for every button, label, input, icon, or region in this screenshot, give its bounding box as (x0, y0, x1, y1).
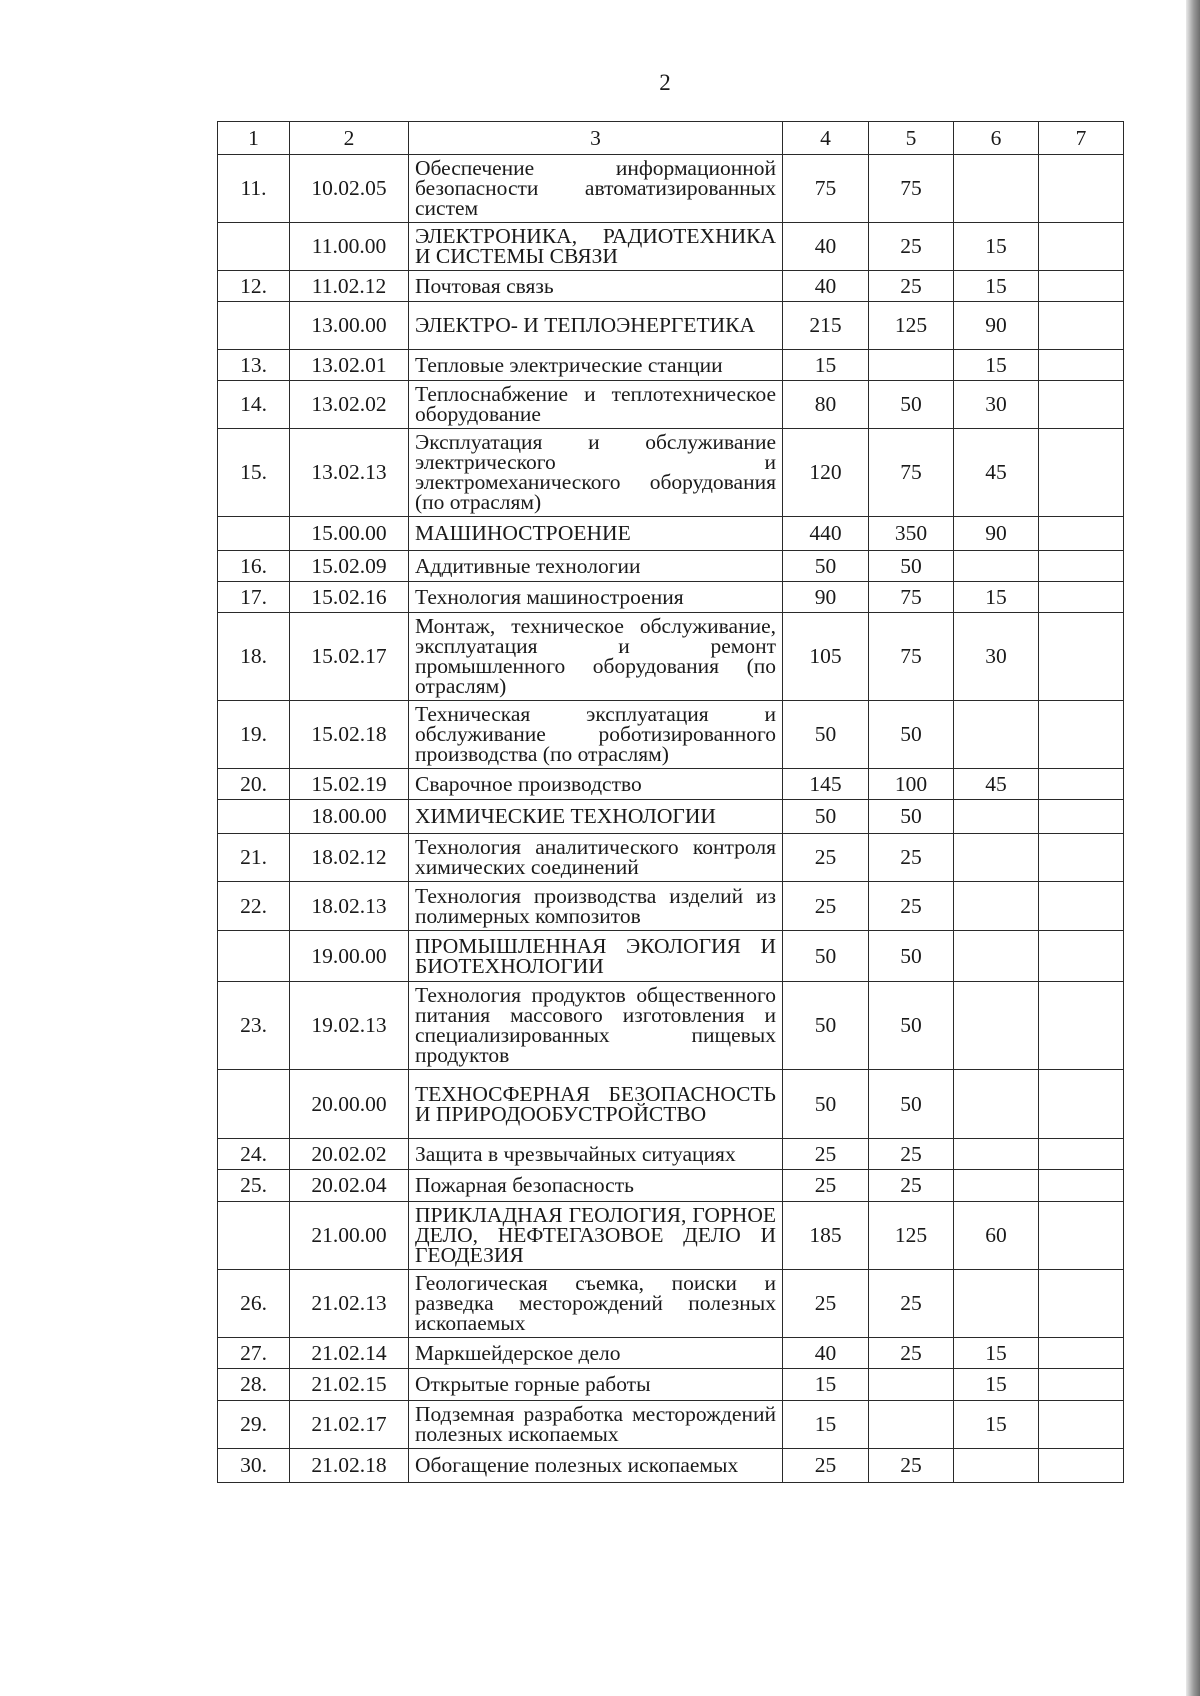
value-col-4: 50 (783, 551, 869, 582)
specialty-code: 11.02.12 (290, 271, 409, 302)
value-col-5: 25 (869, 271, 954, 302)
column-header: 2 (290, 122, 409, 155)
specialty-code: 13.02.01 (290, 350, 409, 381)
specialty-code: 15.02.09 (290, 551, 409, 582)
row-number: 11. (218, 155, 290, 223)
specialty-name: Технология аналитического контроля химических соединений (409, 834, 783, 882)
value-col-7 (1039, 800, 1124, 834)
specialty-code: 10.02.05 (290, 155, 409, 223)
specialty-code: 15.02.17 (290, 613, 409, 701)
specialty-code: 13.00.00 (290, 302, 409, 350)
row-number: 14. (218, 381, 290, 429)
value-col-4: 145 (783, 769, 869, 800)
specialty-code: 19.00.00 (290, 931, 409, 982)
value-col-7 (1039, 931, 1124, 982)
value-col-6: 15 (954, 1369, 1039, 1401)
value-col-7 (1039, 271, 1124, 302)
value-col-6 (954, 1070, 1039, 1139)
specialty-name: Теплоснабжение и теплотехническое оборудование (409, 381, 783, 429)
specialty-name: Геологическая съемка, поиски и разведка месторождений полезных ископаемых (409, 1270, 783, 1338)
specialty-name: ПРОМЫШЛЕННАЯ ЭКОЛОГИЯ И БИОТЕХНОЛОГИИ (409, 931, 783, 982)
value-col-6: 90 (954, 517, 1039, 551)
row-number (218, 1202, 290, 1270)
table-row (218, 1401, 1124, 1449)
value-col-5 (869, 1369, 954, 1401)
value-col-4: 80 (783, 381, 869, 429)
value-col-4: 40 (783, 271, 869, 302)
table-row (218, 1170, 1124, 1202)
value-col-4: 40 (783, 223, 869, 271)
value-col-5: 75 (869, 155, 954, 223)
table-row (218, 982, 1124, 1070)
specialty-name: Защита в чрезвычайных ситуациях (409, 1139, 783, 1170)
specialty-code: 11.00.00 (290, 223, 409, 271)
value-col-6 (954, 931, 1039, 982)
value-col-4: 15 (783, 1401, 869, 1449)
specialty-code: 21.02.15 (290, 1369, 409, 1401)
value-col-5: 50 (869, 931, 954, 982)
specialty-code: 21.02.17 (290, 1401, 409, 1449)
specialty-code: 21.02.14 (290, 1338, 409, 1369)
row-number: 28. (218, 1369, 290, 1401)
value-col-7 (1039, 1170, 1124, 1202)
table-body (218, 122, 1124, 1483)
value-col-7 (1039, 155, 1124, 223)
value-col-7 (1039, 769, 1124, 800)
value-col-5: 50 (869, 800, 954, 834)
value-col-5: 75 (869, 582, 954, 613)
value-col-4: 185 (783, 1202, 869, 1270)
value-col-7 (1039, 1449, 1124, 1483)
table-row (218, 1449, 1124, 1483)
specialty-code: 15.02.18 (290, 701, 409, 769)
group-row (218, 223, 1124, 271)
specialty-code: 21.02.18 (290, 1449, 409, 1483)
row-number: 30. (218, 1449, 290, 1483)
specialty-name: Сварочное производство (409, 769, 783, 800)
value-col-7 (1039, 1369, 1124, 1401)
row-number: 19. (218, 701, 290, 769)
row-number (218, 1070, 290, 1139)
specialty-code: 18.02.13 (290, 882, 409, 931)
row-number: 13. (218, 350, 290, 381)
value-col-6 (954, 551, 1039, 582)
value-col-6 (954, 701, 1039, 769)
value-col-4: 215 (783, 302, 869, 350)
value-col-7 (1039, 381, 1124, 429)
row-number (218, 517, 290, 551)
specialty-code: 18.02.12 (290, 834, 409, 882)
specialty-name: Открытые горные работы (409, 1369, 783, 1401)
value-col-4: 90 (783, 582, 869, 613)
value-col-5: 25 (869, 1338, 954, 1369)
table-row (218, 1369, 1124, 1401)
value-col-5: 25 (869, 882, 954, 931)
row-number: 26. (218, 1270, 290, 1338)
specialty-name: Маркшейдерское дело (409, 1338, 783, 1369)
value-col-7 (1039, 350, 1124, 381)
value-col-6 (954, 1449, 1039, 1483)
value-col-5: 75 (869, 429, 954, 517)
value-col-7 (1039, 1401, 1124, 1449)
specialty-name: Технология машиностроения (409, 582, 783, 613)
value-col-4: 50 (783, 800, 869, 834)
value-col-6: 15 (954, 350, 1039, 381)
column-header: 7 (1039, 122, 1124, 155)
row-number (218, 931, 290, 982)
value-col-6: 30 (954, 613, 1039, 701)
group-row (218, 1202, 1124, 1270)
specialty-name: ТЕХНОСФЕРНАЯ БЕЗОПАСНОСТЬ И ПРИРОДООБУСТРОЙСТВО (409, 1070, 783, 1139)
value-col-7 (1039, 302, 1124, 350)
value-col-6: 15 (954, 1338, 1039, 1369)
value-col-5: 25 (869, 223, 954, 271)
group-row (218, 1070, 1124, 1139)
value-col-5: 125 (869, 1202, 954, 1270)
specialty-name: Аддитивные технологии (409, 551, 783, 582)
table-row (218, 1338, 1124, 1369)
value-col-4: 25 (783, 882, 869, 931)
value-col-7 (1039, 429, 1124, 517)
value-col-6: 15 (954, 1401, 1039, 1449)
table-row (218, 834, 1124, 882)
row-number: 24. (218, 1139, 290, 1170)
value-col-4: 75 (783, 155, 869, 223)
value-col-4: 25 (783, 1449, 869, 1483)
specialty-code: 15.02.16 (290, 582, 409, 613)
value-col-6: 90 (954, 302, 1039, 350)
row-number (218, 223, 290, 271)
row-number: 20. (218, 769, 290, 800)
value-col-7 (1039, 882, 1124, 931)
column-header: 5 (869, 122, 954, 155)
value-col-7 (1039, 834, 1124, 882)
row-number: 18. (218, 613, 290, 701)
value-col-7 (1039, 1139, 1124, 1170)
value-col-5 (869, 1401, 954, 1449)
value-col-6 (954, 1170, 1039, 1202)
group-row (218, 931, 1124, 982)
value-col-6 (954, 1270, 1039, 1338)
row-number: 22. (218, 882, 290, 931)
group-row (218, 800, 1124, 834)
specialty-code: 15.00.00 (290, 517, 409, 551)
value-col-5: 50 (869, 701, 954, 769)
column-header: 4 (783, 122, 869, 155)
specialty-name: Подземная разработка месторождений полезных ископаемых (409, 1401, 783, 1449)
value-col-7 (1039, 1070, 1124, 1139)
specialty-name: ЭЛЕКТРО- И ТЕПЛОЭНЕРГЕТИКА (409, 302, 783, 350)
specialty-code: 13.02.02 (290, 381, 409, 429)
value-col-7 (1039, 551, 1124, 582)
value-col-4: 50 (783, 701, 869, 769)
value-col-6 (954, 982, 1039, 1070)
table-row (218, 381, 1124, 429)
value-col-6 (954, 834, 1039, 882)
value-col-5: 50 (869, 1070, 954, 1139)
specialty-code: 20.02.02 (290, 1139, 409, 1170)
row-number: 15. (218, 429, 290, 517)
row-number: 27. (218, 1338, 290, 1369)
specialty-name: Технология продуктов общественного питания массового изготовления и специализированных пищевых продуктов (409, 982, 783, 1070)
row-number (218, 302, 290, 350)
table-row (218, 769, 1124, 800)
specialty-name: Техническая эксплуатация и обслуживание роботизированного производства (по отраслям) (409, 701, 783, 769)
value-col-4: 25 (783, 1170, 869, 1202)
specialty-code: 13.02.13 (290, 429, 409, 517)
value-col-6 (954, 882, 1039, 931)
specialty-name: ЭЛЕКТРОНИКА, РАДИОТЕХНИКА И СИСТЕМЫ СВЯЗИ (409, 223, 783, 271)
value-col-4: 50 (783, 1070, 869, 1139)
column-header: 1 (218, 122, 290, 155)
specialty-name: ПРИКЛАДНАЯ ГЕОЛОГИЯ, ГОРНОЕ ДЕЛО, НЕФТЕГАЗОВОЕ ДЕЛО И ГЕОДЕЗИЯ (409, 1202, 783, 1270)
specialty-code: 15.02.19 (290, 769, 409, 800)
row-number: 17. (218, 582, 290, 613)
table-row (218, 582, 1124, 613)
value-col-7 (1039, 582, 1124, 613)
table-row (218, 613, 1124, 701)
value-col-7 (1039, 1202, 1124, 1270)
row-number: 29. (218, 1401, 290, 1449)
specialty-code: 19.02.13 (290, 982, 409, 1070)
table-row (218, 701, 1124, 769)
specialty-name: ХИМИЧЕСКИЕ ТЕХНОЛОГИИ (409, 800, 783, 834)
specialty-code: 20.00.00 (290, 1070, 409, 1139)
row-number: 12. (218, 271, 290, 302)
specialty-name: Эксплуатация и обслуживание электрического и электромеханического оборудования (по отраслям) (409, 429, 783, 517)
table-row (218, 1270, 1124, 1338)
value-col-6 (954, 155, 1039, 223)
table-row (218, 271, 1124, 302)
value-col-4: 25 (783, 834, 869, 882)
value-col-6 (954, 1139, 1039, 1170)
row-number (218, 800, 290, 834)
table-row (218, 882, 1124, 931)
specialty-code: 18.00.00 (290, 800, 409, 834)
column-header: 3 (409, 122, 783, 155)
specialty-name: Монтаж, техническое обслуживание, эксплуатация и ремонт промышленного оборудования (по отраслям) (409, 613, 783, 701)
table-row (218, 155, 1124, 223)
value-col-4: 25 (783, 1270, 869, 1338)
specialty-name: Технология производства изделий из полимерных композитов (409, 882, 783, 931)
scan-edge (1186, 0, 1200, 1696)
value-col-5: 25 (869, 1449, 954, 1483)
specialty-name: Пожарная безопасность (409, 1170, 783, 1202)
value-col-5: 25 (869, 1139, 954, 1170)
value-col-7 (1039, 613, 1124, 701)
row-number: 16. (218, 551, 290, 582)
value-col-5: 25 (869, 1170, 954, 1202)
specialty-code: 21.00.00 (290, 1202, 409, 1270)
value-col-6: 45 (954, 429, 1039, 517)
value-col-7 (1039, 1338, 1124, 1369)
value-col-5: 125 (869, 302, 954, 350)
value-col-4: 25 (783, 1139, 869, 1170)
value-col-5: 25 (869, 834, 954, 882)
table-row (218, 551, 1124, 582)
specialty-name: Почтовая связь (409, 271, 783, 302)
value-col-6: 60 (954, 1202, 1039, 1270)
group-row (218, 517, 1124, 551)
quota-table (217, 121, 1124, 1483)
value-col-5: 25 (869, 1270, 954, 1338)
value-col-5: 50 (869, 982, 954, 1070)
value-col-4: 105 (783, 613, 869, 701)
column-header: 6 (954, 122, 1039, 155)
specialty-name: МАШИНОСТРОЕНИЕ (409, 517, 783, 551)
value-col-6: 45 (954, 769, 1039, 800)
row-number: 21. (218, 834, 290, 882)
specialty-name: Обогащение полезных ископаемых (409, 1449, 783, 1483)
table-row (218, 429, 1124, 517)
specialty-name: Тепловые электрические станции (409, 350, 783, 381)
value-col-5: 50 (869, 381, 954, 429)
page-number: 2 (659, 70, 671, 95)
value-col-5: 350 (869, 517, 954, 551)
value-col-6: 30 (954, 381, 1039, 429)
value-col-5: 50 (869, 551, 954, 582)
value-col-5: 100 (869, 769, 954, 800)
value-col-4: 120 (783, 429, 869, 517)
value-col-4: 15 (783, 350, 869, 381)
value-col-4: 440 (783, 517, 869, 551)
value-col-7 (1039, 701, 1124, 769)
value-col-4: 15 (783, 1369, 869, 1401)
value-col-4: 50 (783, 931, 869, 982)
row-number: 25. (218, 1170, 290, 1202)
value-col-7 (1039, 223, 1124, 271)
table-header-row (218, 122, 1124, 155)
value-col-7 (1039, 1270, 1124, 1338)
value-col-5 (869, 350, 954, 381)
value-col-7 (1039, 517, 1124, 551)
specialty-name: Обеспечение информационной безопасности автоматизированных систем (409, 155, 783, 223)
value-col-6: 15 (954, 582, 1039, 613)
value-col-7 (1039, 982, 1124, 1070)
value-col-6: 15 (954, 223, 1039, 271)
group-row (218, 302, 1124, 350)
table-row (218, 1139, 1124, 1170)
value-col-4: 40 (783, 1338, 869, 1369)
value-col-6 (954, 800, 1039, 834)
specialty-code: 20.02.04 (290, 1170, 409, 1202)
row-number: 23. (218, 982, 290, 1070)
table-row (218, 350, 1124, 381)
value-col-5: 75 (869, 613, 954, 701)
value-col-6: 15 (954, 271, 1039, 302)
specialty-code: 21.02.13 (290, 1270, 409, 1338)
value-col-4: 50 (783, 982, 869, 1070)
